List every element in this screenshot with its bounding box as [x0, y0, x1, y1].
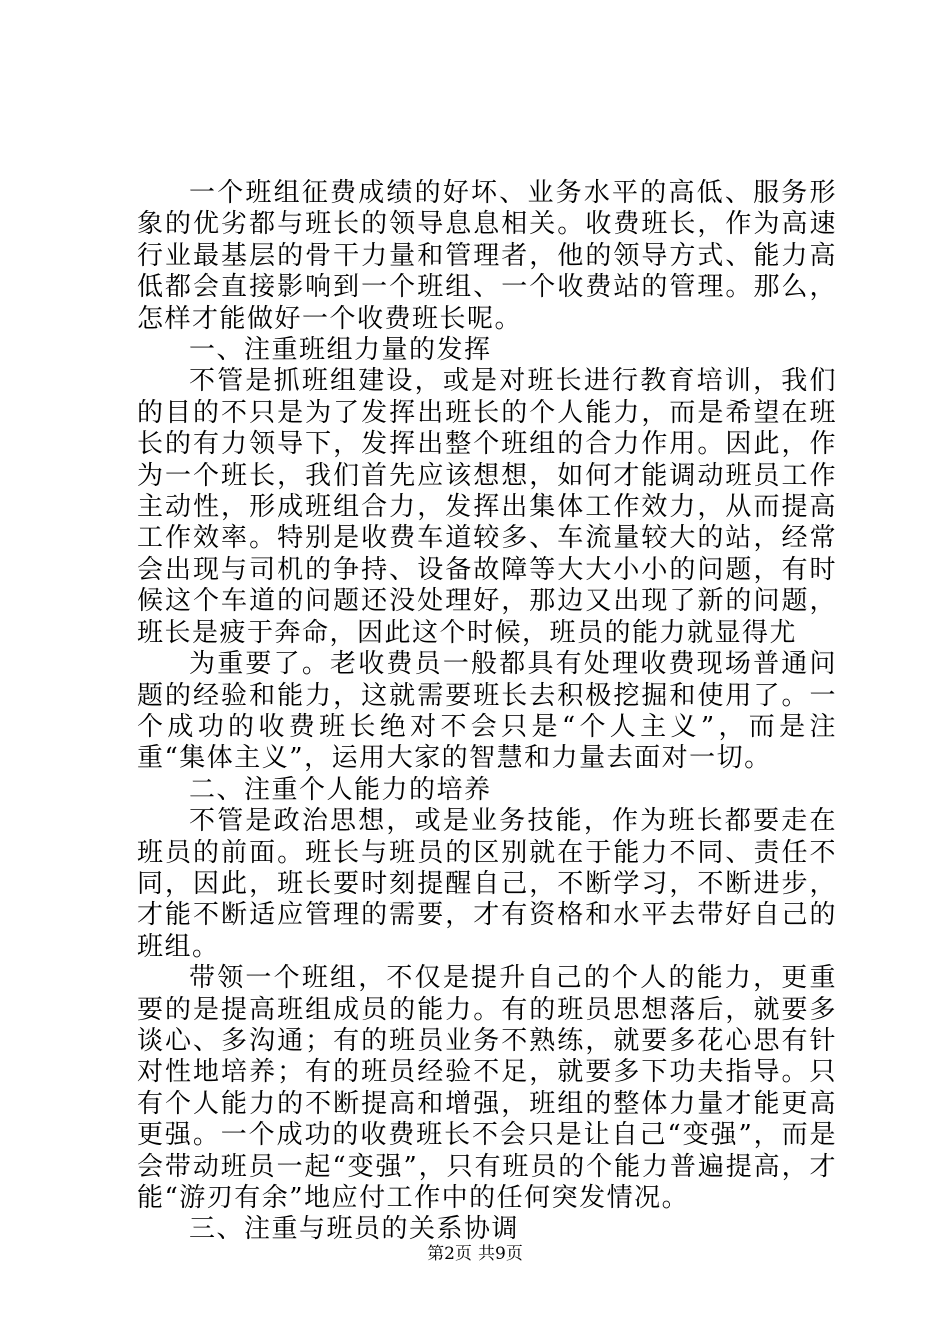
paragraph-2b: 带领一个班组，不仅是提升自己的个人的能力，更重要的是提高班组成员的能力。有的班员思想落后，就要多谈心、多沟通；有的班员业务不熟练，就要多花心思有针对性地培养；有的班员经验不足，就要多下功夫指导。只有个人能力的不断提高和增强，班组的整体力量才能更高更强。一个成功的收费班长不会只是让自己“变强”，而是会带动班员一起“变强”，只有班员的个能力普遍提高，才能“游刃有余”地应付工作中的任何突发情况。: [137, 963, 837, 1213]
paragraph-2a: 不管是政治思想，或是业务技能，作为班长都要走在班员的前面。班长与班员的区别就在于能力不同、责任不同，因此，班长要时刻提醒自己，不断学习，不断进步，才能不断适应管理的需要，才有资格和水平去带好自己的班组。: [137, 806, 837, 962]
section-heading-2: 二、注重个人能力的培养: [189, 774, 492, 805]
page-total: 共9页: [478, 1244, 523, 1264]
paragraph-1b: 为重要了。老收费员一般都具有处理收费现场普通问题的经验和能力，这就需要班长去积极挖掘和使用了。一个成功的收费班长绝对不会只是“个人主义”，而是注重“集体主义”，运用大家的智慧和力量去面对一切。: [137, 649, 837, 774]
page-footer: [0, 1243, 950, 1265]
paragraph-1a: 不管是抓班组建设，或是对班长进行教育培训，我们的目的不只是为了发挥出班长的个人能力，而是希望在班长的有力领导下，发挥出整个班组的合力作用。因此，作为一个班长，我们首先应该想想，如何才能调动班员工作主动性，形成班组合力，发挥出集体工作效力，从而提高工作效率。特别是收费车道较多、车流量较大的站，经常会出现与司机的争持、设备故障等大大小小的问题，有时候这个车道的问题还没处理好，那边又出现了新的问题，班长是疲于奔命，因此这个时候，班员的能力就显得尤: [137, 366, 837, 648]
page-number: 第2页: [427, 1244, 472, 1264]
section-heading-1: 一、注重班组力量的发挥: [189, 335, 492, 366]
section-heading-3: 三、注重与班员的关系协调: [189, 1214, 520, 1245]
document-body: [137, 178, 837, 1246]
paragraph-intro: 一个班组征费成绩的好坏、业务水平的高低、服务形象的优劣都与班长的领导息息相关。收费班长，作为高速行业最基层的骨干力量和管理者，他的领导方式、能力高低都会直接影响到一个班组、一个收费站的管理。那么，怎样才能做好一个收费班长呢。: [137, 178, 837, 334]
